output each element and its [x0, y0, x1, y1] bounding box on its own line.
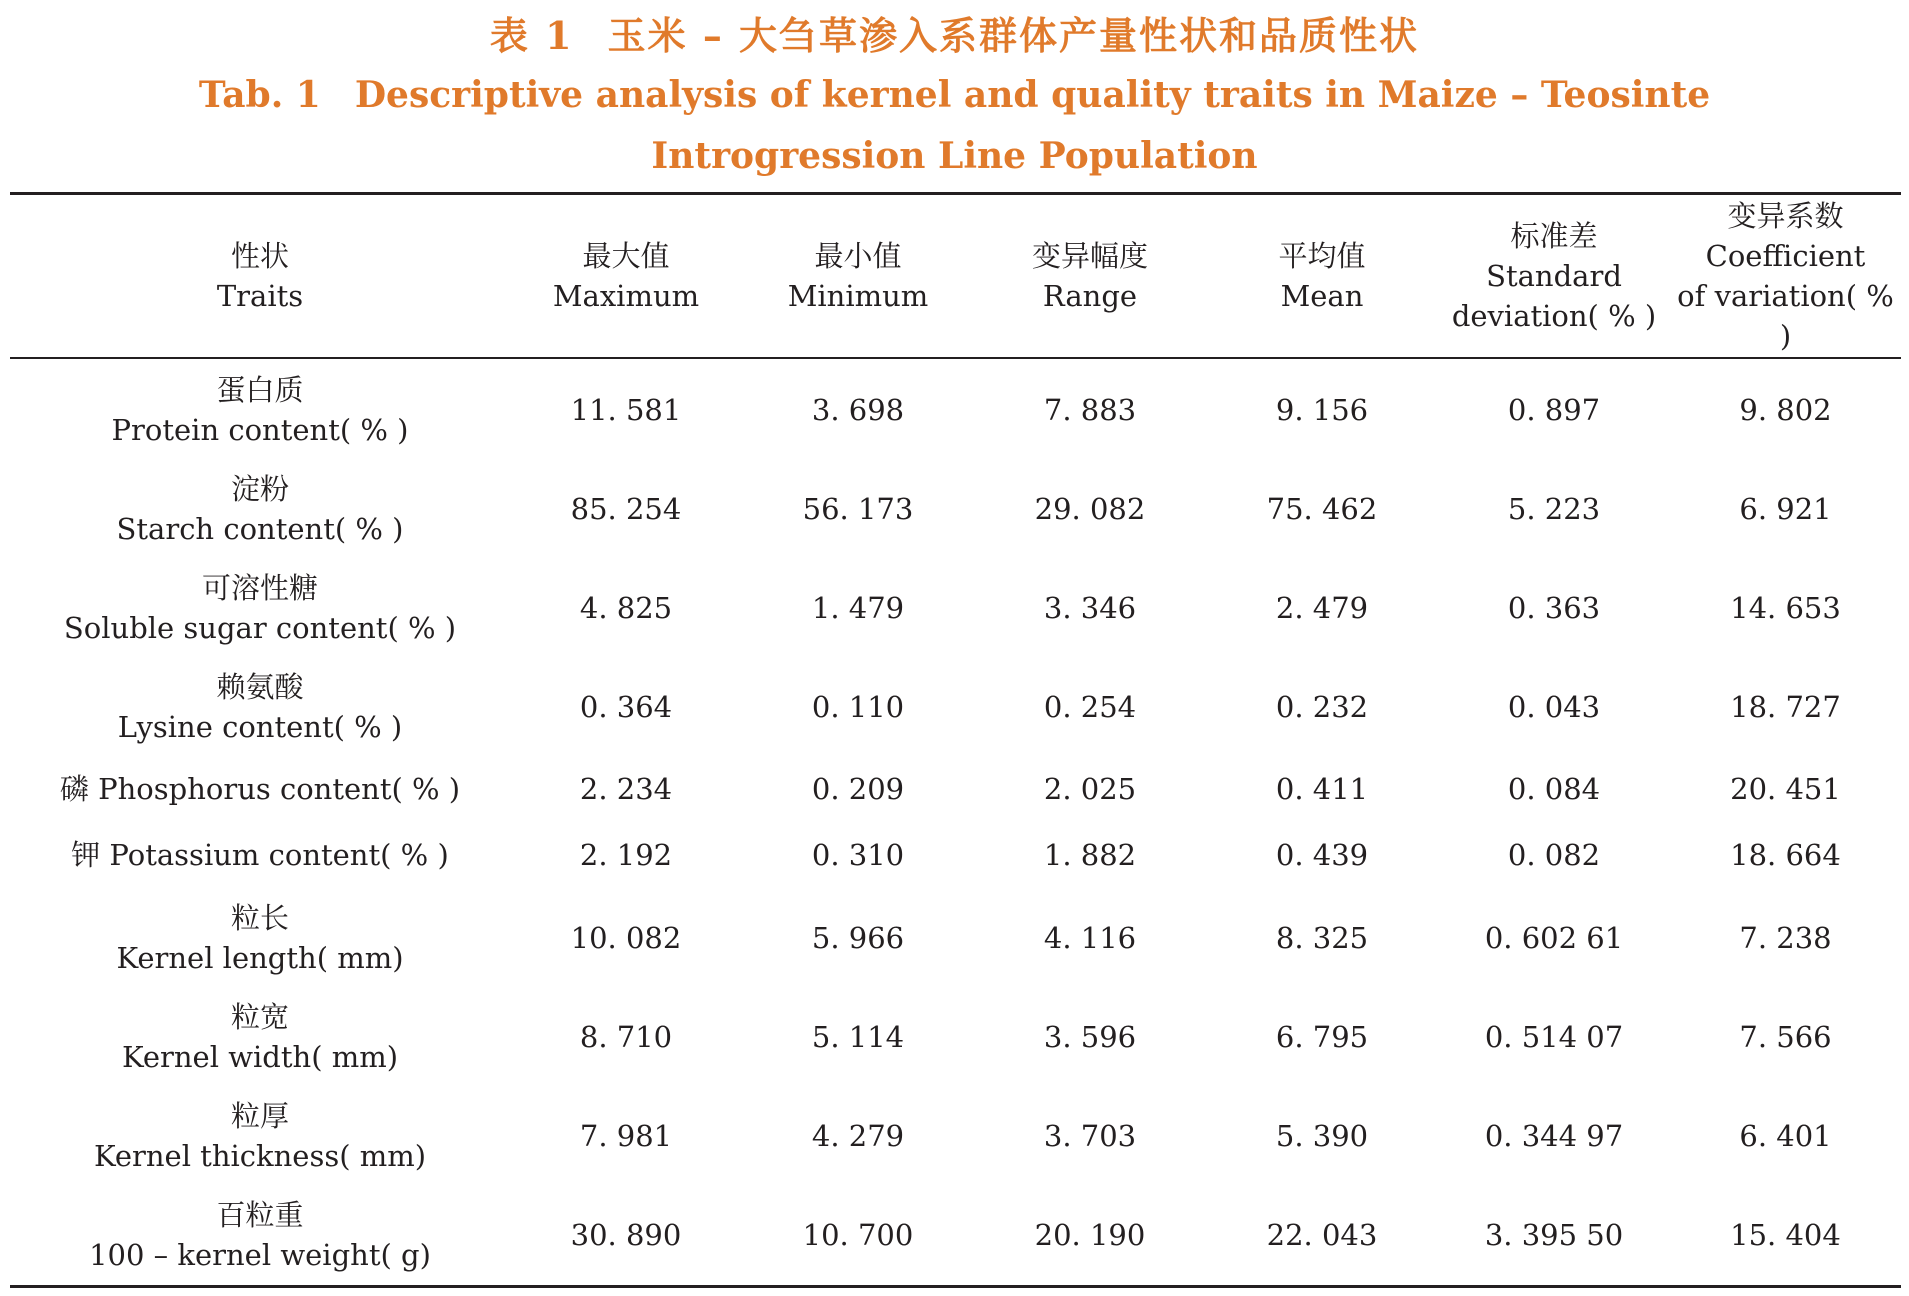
standard-deviation-cell: 5. 223 — [1507, 491, 1601, 526]
trait-name-cn: 赖氨酸 — [216, 669, 304, 704]
column-header-range — [974, 196, 1206, 356]
trait-cell — [10, 1185, 510, 1284]
maximum-cell: 10. 082 — [570, 920, 682, 955]
maximum-cell: 30. 890 — [570, 1217, 682, 1252]
trait-name-cn: 蛋白质 — [216, 372, 304, 407]
table-row — [10, 360, 1901, 459]
mean-cell: 9. 156 — [1275, 392, 1369, 427]
minimum-cell: 5. 966 — [811, 920, 905, 955]
standard-deviation-cell: 0. 897 — [1507, 392, 1601, 427]
range-cell: 1. 882 — [1043, 838, 1137, 872]
range-cell: 2. 025 — [1043, 772, 1137, 806]
maximum-cell: 0. 364 — [579, 689, 673, 724]
table-row — [10, 657, 1901, 756]
minimum-cell: 0. 310 — [811, 838, 905, 872]
column-header-cn: 变异幅度 — [1031, 239, 1148, 273]
trait-name-cn: 粒长 — [230, 900, 289, 935]
column-header-en: Maximum — [552, 279, 700, 313]
maximum-cell: 2. 192 — [579, 838, 673, 872]
trait-name-en: 磷 Phosphorus content( % ) — [59, 772, 461, 806]
caption-chinese — [0, 8, 1909, 64]
column-header-cn: 性状 — [230, 239, 289, 273]
trait-cell — [10, 657, 510, 756]
column-header-en: Traits — [216, 279, 304, 313]
column-header-cn: 最小值 — [814, 239, 902, 273]
trait-name-cn: 粒厚 — [230, 1098, 289, 1133]
trait-cell — [10, 888, 510, 987]
maximum-cell: 11. 581 — [570, 392, 682, 427]
minimum-cell: 56. 173 — [802, 491, 914, 526]
trait-name-en: Soluble sugar content( % ) — [63, 610, 457, 645]
table-row — [10, 459, 1901, 558]
coefficient-of-variation-cell: 7. 566 — [1739, 1019, 1832, 1054]
coefficient-of-variation-cell: 14. 653 — [1730, 590, 1841, 625]
standard-deviation-cell: 0. 344 97 — [1484, 1118, 1624, 1153]
mean-cell: 2. 479 — [1275, 590, 1369, 625]
trait-cell — [10, 822, 510, 888]
maximum-cell: 85. 254 — [570, 491, 682, 526]
trait-cell — [10, 360, 510, 459]
table-bottom-rule — [10, 1285, 1901, 1288]
standard-deviation-cell: 0. 602 61 — [1484, 920, 1624, 955]
range-cell: 3. 346 — [1043, 590, 1137, 625]
mean-cell: 6. 795 — [1275, 1019, 1369, 1054]
standard-deviation-cell: 0. 084 — [1507, 772, 1601, 806]
standard-deviation-cell: 0. 082 — [1507, 838, 1601, 872]
trait-cell — [10, 756, 510, 822]
trait-name-en: 钾 Potassium content( % ) — [71, 838, 449, 872]
column-header-en-line2: of variation( % ) — [1677, 279, 1894, 353]
mean-cell: 0. 232 — [1275, 689, 1369, 724]
column-header-standard-deviation — [1438, 196, 1670, 356]
coefficient-of-variation-cell: 9. 802 — [1739, 392, 1832, 427]
mean-cell: 75. 462 — [1266, 491, 1378, 526]
table-header-rule — [10, 357, 1901, 359]
mean-cell: 0. 411 — [1275, 772, 1369, 806]
standard-deviation-cell: 0. 514 07 — [1484, 1019, 1624, 1054]
trait-name-cn: 淀粉 — [230, 471, 289, 506]
column-header-cn: 最大值 — [582, 239, 670, 273]
table-row — [10, 888, 1901, 987]
mean-cell: 8. 325 — [1275, 920, 1369, 955]
table-row — [10, 987, 1901, 1086]
trait-cell — [10, 459, 510, 558]
range-cell: 20. 190 — [1034, 1217, 1146, 1252]
coefficient-of-variation-cell: 15. 404 — [1730, 1217, 1841, 1252]
column-header-en: Minimum — [787, 279, 929, 313]
table-top-rule — [10, 192, 1901, 195]
coefficient-of-variation-cell: 6. 401 — [1739, 1118, 1832, 1153]
minimum-cell: 3. 698 — [811, 392, 905, 427]
trait-name-cn: 可溶性糖 — [201, 570, 318, 605]
caption-cn-text: 玉米 – 大刍草渗入系群体产量性状和品质性状 — [607, 13, 1420, 58]
trait-name-en: 100 – kernel weight( g) — [89, 1237, 431, 1272]
mean-cell: 0. 439 — [1275, 838, 1369, 872]
trait-name-en: Starch content( % ) — [116, 511, 404, 546]
range-cell: 7. 883 — [1043, 392, 1137, 427]
coefficient-of-variation-cell: 20. 451 — [1730, 772, 1841, 806]
minimum-cell: 5. 114 — [811, 1019, 905, 1054]
table-caption — [0, 8, 1909, 186]
standard-deviation-cell: 3. 395 50 — [1484, 1217, 1624, 1252]
trait-name-cn: 百粒重 — [216, 1197, 304, 1232]
range-cell: 4. 116 — [1043, 920, 1137, 955]
coefficient-of-variation-cell: 18. 664 — [1730, 838, 1841, 872]
column-header-en: Coefficient — [1705, 239, 1866, 273]
trait-name-en: Kernel width( mm) — [121, 1039, 399, 1074]
caption-english-line1 — [0, 64, 1909, 126]
minimum-cell: 0. 110 — [811, 689, 905, 724]
column-header-en: Standard — [1486, 259, 1622, 293]
column-header-en: Range — [1042, 279, 1138, 313]
mean-cell: 5. 390 — [1275, 1118, 1369, 1153]
coefficient-of-variation-cell: 6. 921 — [1739, 491, 1832, 526]
range-cell: 3. 703 — [1043, 1118, 1137, 1153]
minimum-cell: 10. 700 — [802, 1217, 914, 1252]
range-cell: 0. 254 — [1043, 689, 1137, 724]
trait-cell — [10, 987, 510, 1086]
trait-name-en: Kernel thickness( mm) — [93, 1138, 427, 1173]
minimum-cell: 4. 279 — [811, 1118, 905, 1153]
range-cell: 29. 082 — [1034, 491, 1146, 526]
caption-english-line2: Introgression Line Population — [651, 135, 1258, 177]
maximum-cell: 2. 234 — [579, 772, 673, 806]
column-header-cn: 变异系数 — [1727, 199, 1844, 233]
trait-cell — [10, 1086, 510, 1185]
trait-name-en: Kernel length( mm) — [116, 940, 404, 975]
trait-name-en: Protein content( % ) — [111, 412, 409, 447]
column-header-en: Mean — [1280, 279, 1364, 313]
table-row — [10, 1086, 1901, 1185]
maximum-cell: 8. 710 — [579, 1019, 673, 1054]
mean-cell: 22. 043 — [1266, 1217, 1378, 1252]
coefficient-of-variation-cell: 18. 727 — [1730, 689, 1841, 724]
column-header-traits — [10, 196, 510, 356]
table-body — [10, 360, 1901, 1284]
trait-name-en: Lysine content( % ) — [117, 709, 403, 744]
column-header-maximum — [510, 196, 742, 356]
minimum-cell: 0. 209 — [811, 772, 905, 806]
table-row — [10, 1185, 1901, 1284]
standard-deviation-cell: 0. 043 — [1507, 689, 1601, 724]
caption-en-text-1: Descriptive analysis of kernel and quality traits in Maize – Teosinte — [354, 74, 1711, 116]
minimum-cell: 1. 479 — [811, 590, 905, 625]
trait-cell — [10, 558, 510, 657]
table-row — [10, 822, 1901, 888]
trait-name-cn: 粒宽 — [230, 999, 289, 1034]
column-header-mean — [1206, 196, 1438, 356]
column-header-cn: 标准差 — [1510, 219, 1598, 253]
column-header-en-line2: deviation( % ) — [1451, 299, 1657, 333]
coefficient-of-variation-cell: 7. 238 — [1739, 920, 1832, 955]
maximum-cell: 7. 981 — [579, 1118, 673, 1153]
standard-deviation-cell: 0. 363 — [1507, 590, 1601, 625]
range-cell: 3. 596 — [1043, 1019, 1137, 1054]
table-row — [10, 558, 1901, 657]
caption-en-label: Tab. 1 — [198, 74, 321, 116]
column-header-coefficient-of-variation — [1670, 196, 1901, 356]
maximum-cell: 4. 825 — [579, 590, 673, 625]
column-header-cn: 平均值 — [1278, 239, 1366, 273]
caption-cn-label: 表 1 — [489, 13, 574, 58]
table-header — [10, 196, 1901, 356]
table-row — [10, 756, 1901, 822]
column-header-minimum — [742, 196, 974, 356]
